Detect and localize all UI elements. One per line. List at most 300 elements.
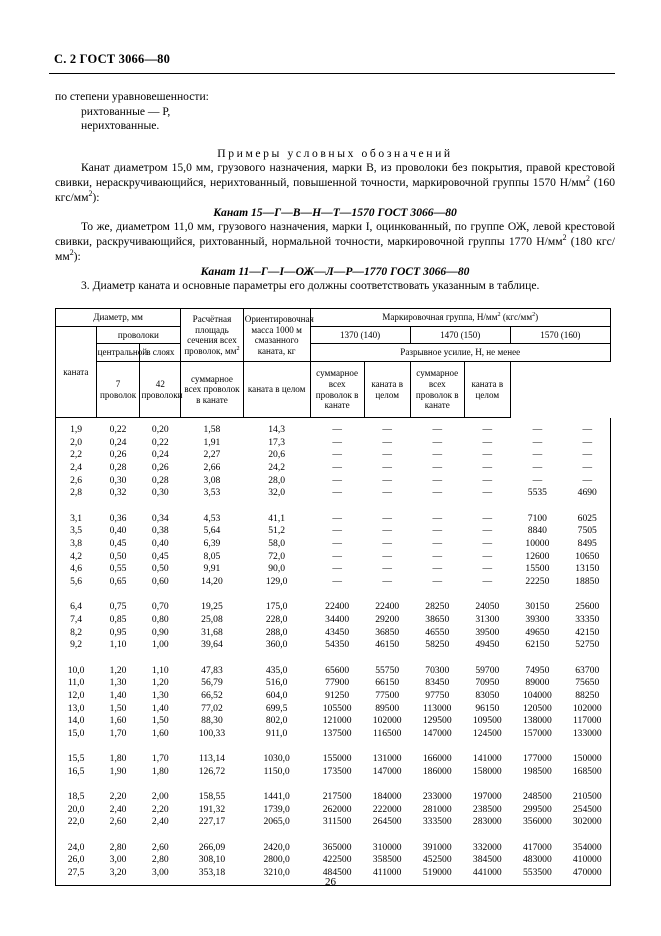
table-cell-f1470_rope: 384500 (472, 854, 502, 866)
table-row (56, 487, 611, 500)
table-cell-f1570_sum: 104000 (522, 689, 552, 701)
table-cell-f1470_rope: 31300 (475, 613, 500, 625)
table-cell-wire_in_layers: 1,60 (151, 727, 169, 739)
specification-table (55, 308, 611, 886)
table-cell-f1370_rope: 102000 (372, 715, 402, 727)
header-grade-1470: 1470 (150) (410, 326, 510, 344)
table-row (56, 791, 611, 804)
table-cell-wire_central: 0,65 (109, 575, 127, 587)
table-cell-f1570_rope: 150000 (565, 753, 611, 766)
header-marking-sup-2: 2 (532, 311, 536, 319)
table-cell-rope_diameter: 8,2 (56, 627, 97, 640)
table-row (56, 804, 611, 817)
table-cell-wire_central: 0,24 (109, 436, 127, 448)
table-row (56, 703, 611, 716)
table-cell-f1370_rope: — (382, 525, 392, 537)
table-cell-f1370_sum: 77900 (325, 677, 350, 689)
table-cell-mass: 604,0 (265, 689, 288, 701)
example-2-end: ): (73, 249, 81, 263)
table-cell-area: 25,08 (201, 613, 223, 625)
table-cell-area: 3,53 (203, 487, 221, 499)
table-cell-f1470_rope: 238500 (472, 803, 502, 815)
header-marking-end: ) (535, 312, 539, 323)
table-cell-f1470_sum: 97750 (425, 689, 450, 701)
table-cell-rope_diameter: 16,5 (56, 766, 97, 779)
table-cell-wire_in_layers: 0,34 (151, 512, 169, 524)
table-cell-f1570_sum: 553500 (510, 867, 564, 885)
table-cell-f1370_rope: 131000 (372, 753, 402, 765)
table-cell-mass: 175,0 (265, 601, 288, 613)
table-cell-area: 9,91 (203, 563, 221, 575)
table-cell-wire_central: 0,75 (109, 601, 127, 613)
table-cell-f1570_rope: 25600 (565, 601, 611, 614)
table-row (56, 551, 611, 564)
table-cell-mass: 28,0 (268, 474, 286, 486)
table-cell-f1370_sum: — (332, 474, 342, 486)
table-cell-wire_in_layers: 2,60 (151, 841, 169, 853)
table-cell-wire_in_layers: 0,26 (151, 462, 169, 474)
table-cell-f1370_rope: — (382, 462, 392, 474)
table-cell-f1370_rope: 264500 (372, 816, 402, 828)
table-cell-rope_diameter: 14,0 (56, 715, 97, 728)
table-cell-f1570_rope: — (565, 462, 611, 475)
table-cell-f1370_rope: 36850 (375, 626, 400, 638)
table-cell-f1470_rope: — (482, 449, 493, 461)
table-cell-rope_diameter: 7,4 (56, 614, 97, 627)
table-row (56, 449, 611, 462)
table-cell-f1570_rope: 13150 (565, 563, 611, 576)
table-cell-f1570_sum: 30150 (525, 601, 550, 613)
table-cell-wire_in_layers: 1,30 (151, 689, 169, 701)
table-cell-f1470_rope: — (482, 550, 493, 562)
table-cell-f1470_rope: 96150 (475, 702, 500, 714)
header-row-top (56, 309, 611, 327)
table-cell-f1470_sum: — (432, 436, 443, 448)
table-cell-f1570_sum: 62150 (525, 639, 550, 651)
table-cell-f1470_rope: — (482, 537, 493, 549)
table-cell-area: 353,18 (181, 867, 244, 885)
table-cell-f1570_sum: — (532, 474, 543, 486)
table-cell-f1570_sum: 8840 (527, 525, 547, 537)
header-marking-tail: (кгс/мм (500, 312, 533, 323)
table-cell-f1470_rope: 124500 (472, 727, 502, 739)
table-cell-f1370_sum: 65600 (325, 664, 350, 676)
table-group-spacer (56, 778, 611, 791)
table-row (56, 576, 611, 589)
table-cell-f1570_sum: 74950 (525, 664, 550, 676)
table-cell-f1570_sum: 248500 (522, 791, 552, 803)
header-grade-1570: 1570 (160) (510, 326, 610, 344)
header-1470-sum: суммарное всех проволок в канате (310, 362, 364, 418)
table-cell-wire_in_layers: 0,40 (151, 537, 169, 549)
table-cell-f1570_rope: 6025 (565, 513, 611, 526)
table-cell-f1470_rope: — (482, 563, 493, 575)
table-cell-area: 191,32 (198, 803, 226, 815)
table-cell-f1570_rope: 52750 (565, 639, 611, 652)
table-cell-f1470_rope: 283000 (472, 816, 502, 828)
table-cell-f1470_sum: 391000 (422, 841, 452, 853)
table-cell-rope_diameter: 15,5 (56, 753, 97, 766)
table-cell-f1470_sum: 281000 (422, 803, 452, 815)
header-area-sup: 2 (236, 344, 240, 352)
table-cell-f1470_rope: 49450 (475, 639, 500, 651)
table-cell-f1570_sum: 12600 (525, 550, 550, 562)
table-cell-f1370_sum: — (332, 525, 342, 537)
header-mass: Ориентировочная масса 1000 м смазанного каната, кг (243, 309, 310, 362)
table-cell-f1570_rope: — (565, 475, 611, 488)
table-cell-f1570_rope: 210500 (565, 791, 611, 804)
table-cell-wire_central: 3,00 (109, 854, 127, 866)
table-cell-area: 77,02 (201, 702, 223, 714)
table-cell-f1470_rope: — (482, 462, 493, 474)
table-cell-f1370_sum: — (332, 575, 342, 587)
table-cell-rope_diameter: 20,0 (56, 804, 97, 817)
table-cell-wire_in_layers: 0,45 (151, 550, 169, 562)
table-cell-f1370_rope: — (382, 575, 392, 587)
table-body (56, 418, 611, 886)
table-cell-f1370_rope: 66150 (375, 677, 400, 689)
example-paragraph-2 (55, 220, 615, 264)
table-cell-f1370_sum: — (332, 563, 342, 575)
table-cell-wire_central: 0,95 (109, 626, 127, 638)
table-cell-f1370_sum: 54350 (325, 639, 350, 651)
table-cell-f1370_sum: 22400 (325, 601, 350, 613)
table-cell-f1370_sum: 311500 (322, 816, 352, 828)
table-cell-f1470_sum: 519000 (410, 867, 464, 885)
table-cell-f1370_sum: 422500 (322, 854, 352, 866)
table-cell-f1570_sum: 157000 (522, 727, 552, 739)
table-cell-f1370_sum: 155000 (322, 753, 352, 765)
table-cell-f1570_rope: 254500 (565, 804, 611, 817)
table-cell-f1470_sum: 46550 (425, 626, 450, 638)
table-cell-wire_central: 1,70 (109, 727, 127, 739)
table-cell-f1470_rope: 197000 (472, 791, 502, 803)
table-cell-wire_central: 1,10 (109, 639, 127, 651)
table-cell-f1370_rope: — (382, 550, 392, 562)
table-cell-f1570_sum: 138000 (522, 715, 552, 727)
table-cell-area: 3,08 (203, 474, 221, 486)
table-cell-rope_diameter: 27,5 (56, 867, 97, 885)
table-row (56, 842, 611, 855)
table-cell-area: 66,52 (201, 689, 223, 701)
table-cell-f1470_rope: — (482, 474, 493, 486)
table-cell-wire_central: 1,30 (109, 677, 127, 689)
table-row (56, 601, 611, 614)
table-cell-mass: 14,3 (268, 424, 286, 436)
table-cell-f1570_rope: 8495 (565, 538, 611, 551)
table-cell-mass: 1441,0 (263, 791, 290, 803)
header-1570-sum: суммарное всех проволок в канате (410, 362, 464, 418)
table-cell-f1470_sum: — (432, 550, 443, 562)
table-cell-wire_in_layers: 2,80 (151, 854, 169, 866)
table-cell-f1570_rope: 18850 (565, 576, 611, 589)
table-cell-f1370_sum: — (332, 436, 342, 448)
table-cell-rope_diameter: 12,0 (56, 690, 97, 703)
table-cell-f1570_sum: 49650 (525, 626, 550, 638)
header-wire-central: центральной (96, 344, 140, 362)
example-1-tail: (160 кгс/мм (55, 175, 615, 204)
table-cell-mass: 1030,0 (263, 753, 290, 765)
table-cell-f1470_rope: — (482, 487, 493, 499)
table-cell-f1370_rope: 89500 (375, 702, 400, 714)
header-area-text: Расчётная площадь сечения всех проволок, мм (184, 313, 237, 356)
intro-line-3: нерихтованные. (81, 119, 160, 133)
example-2-sup-2: 2 (69, 247, 74, 257)
header-grade-1370: 1370 (140) (310, 326, 410, 344)
table-cell-rope_diameter: 9,2 (56, 639, 97, 652)
table-cell-f1370_rope: — (382, 487, 392, 499)
table-cell-mass: 90,0 (268, 563, 286, 575)
example-2-sup-1: 2 (562, 233, 567, 243)
table-cell-f1470_sum: 186000 (422, 765, 452, 777)
table-cell-wire_in_layers: 0,20 (151, 424, 169, 436)
table-cell-area: 56,79 (201, 677, 223, 689)
table-cell-wire_central: 1,20 (109, 664, 127, 676)
table-cell-rope_diameter: 4,2 (56, 551, 97, 564)
table-cell-f1470_rope: 24050 (475, 601, 500, 613)
table-row (56, 437, 611, 450)
table-cell-f1370_rope: 411000 (364, 867, 410, 885)
table-cell-wire_central: 1,40 (109, 689, 127, 701)
table-cell-f1570_sum: 120500 (522, 702, 552, 714)
table-cell-wire_central: 2,80 (109, 841, 127, 853)
table-row (56, 753, 611, 766)
table-cell-f1570_rope: 7505 (565, 525, 611, 538)
header-wire-in-layers: в слоях (140, 344, 181, 362)
table-cell-rope_diameter: 2,8 (56, 487, 97, 500)
table-cell-f1570_rope: 354000 (565, 842, 611, 855)
table-cell-f1470_sum: — (432, 462, 443, 474)
table-cell-f1470_sum: 333500 (422, 816, 452, 828)
table-cell-f1470_sum: 70300 (425, 664, 450, 676)
table-cell-area: 88,30 (201, 715, 223, 727)
table-cell-rope_diameter: 22,0 (56, 816, 97, 829)
table-cell-mass: 1739,0 (263, 803, 290, 815)
table-cell-f1470_rope: — (482, 424, 493, 436)
table-cell-f1370_rope: 358500 (372, 854, 402, 866)
table-cell-f1570_sum: 89000 (525, 677, 550, 689)
table-row (56, 563, 611, 576)
table-cell-wire_in_layers: 2,00 (151, 791, 169, 803)
header-diameter-group: Диаметр, мм (56, 309, 181, 327)
table-cell-mass: 24,2 (268, 462, 286, 474)
table-cell-mass: 58,0 (268, 537, 286, 549)
table-cell-mass: 129,0 (265, 575, 288, 587)
table-cell-wire_central: 0,55 (109, 563, 127, 575)
table-cell-f1370_sum: 121000 (322, 715, 352, 727)
table-cell-f1570_sum: — (532, 423, 543, 435)
table-cell-f1570_rope: 133000 (565, 728, 611, 741)
table-cell-wire_in_layers: 0,80 (151, 613, 169, 625)
example-paragraph-1 (55, 161, 615, 205)
example-1-sup-1: 2 (586, 174, 590, 184)
table-row (56, 728, 611, 741)
table-cell-f1370_sum: 365000 (322, 841, 352, 853)
table-cell-wire_in_layers: 1,70 (151, 753, 169, 765)
table-cell-area: 5,64 (203, 525, 221, 537)
table-row (56, 854, 611, 867)
table-cell-f1570_sum: 299500 (522, 803, 552, 815)
header-1370-sum: суммарное всех проволок в канате (181, 362, 244, 418)
table-cell-f1470_sum: — (432, 424, 443, 436)
table-cell-f1470_rope: 70950 (475, 677, 500, 689)
table-cell-wire_in_layers: 1,50 (151, 715, 169, 727)
table-cell-rope_diameter: 2,6 (56, 475, 97, 488)
table-cell-area: 8,05 (203, 550, 221, 562)
table-cell-f1570_rope: — (565, 449, 611, 462)
table-cell-f1370_rope: — (382, 424, 392, 436)
table-cell-area: 47,83 (201, 664, 223, 676)
designation-example-1: Канат 15—Г—В—Н—Т—1570 ГОСТ 3066—80 (213, 206, 457, 220)
table-cell-f1470_rope: 158000 (472, 765, 502, 777)
table-cell-f1370_rope: — (382, 563, 392, 575)
table-cell-wire_in_layers: 0,70 (151, 601, 169, 613)
table-cell-f1370_sum: 137500 (322, 727, 352, 739)
table-row (56, 614, 611, 627)
table-group-spacer (56, 829, 611, 842)
table-row (56, 816, 611, 829)
table-cell-wire_in_layers: 1,40 (151, 702, 169, 714)
table-cell-f1470_sum: 452500 (422, 854, 452, 866)
table-cell-rope_diameter: 18,5 (56, 791, 97, 804)
table-cell-wire_in_layers: 0,38 (151, 525, 169, 537)
table-cell-mass: 17,3 (268, 436, 286, 448)
table-cell-f1370_sum: 484500 (310, 867, 364, 885)
table-cell-f1370_sum: — (332, 487, 342, 499)
header-row-second (56, 326, 611, 344)
table-cell-rope_diameter: 13,0 (56, 703, 97, 716)
table-cell-mass: 1150,0 (263, 765, 290, 777)
table-cell-f1570_rope: 33350 (565, 614, 611, 627)
table-cell-f1470_rope: — (482, 512, 493, 524)
table-cell-mass: 699,5 (265, 702, 288, 714)
table-cell-mass: 51,2 (268, 525, 286, 537)
table-cell-f1470_sum: 38650 (425, 613, 450, 625)
table-cell-mass: 911,0 (266, 727, 288, 739)
table-cell-mass: 516,0 (265, 677, 288, 689)
table-cell-f1470_sum: 83450 (425, 677, 450, 689)
intro-section (55, 90, 615, 134)
table-cell-area: 126,72 (198, 765, 226, 777)
table-cell-f1570_rope: 117000 (565, 715, 611, 728)
table-cell-wire_in_layers: 1,00 (151, 639, 169, 651)
table-cell-f1370_rope: 310000 (372, 841, 402, 853)
table-group-spacer (56, 740, 611, 753)
header-rope-diameter: каната (56, 326, 97, 417)
table-cell-wire_central: 2,40 (109, 803, 127, 815)
table-cell-rope_diameter: 6,4 (56, 601, 97, 614)
table-cell-f1470_sum: — (432, 474, 443, 486)
table-cell-mass: 3210,0 (243, 867, 310, 885)
table-cell-f1470_sum: — (432, 449, 443, 461)
table-cell-f1470_rope: 441000 (464, 867, 510, 885)
table-cell-f1570_sum: — (532, 449, 543, 461)
table-row (56, 462, 611, 475)
table-cell-f1570_sum: — (532, 436, 543, 448)
table-cell-f1470_sum: 166000 (422, 753, 452, 765)
table-cell-rope_diameter: 3,5 (56, 525, 97, 538)
intro-line-1: по степени уравновешенности: (55, 90, 209, 103)
table-cell-f1470_sum: 58250 (425, 639, 450, 651)
header-wire-group: проволоки (96, 326, 180, 344)
table-row (56, 639, 611, 652)
table-cell-f1370_rope: 77500 (375, 689, 400, 701)
table-cell-rope_diameter: 2,4 (56, 462, 97, 475)
table-cell-wire_central: 0,28 (109, 462, 127, 474)
table-cell-f1470_sum: — (432, 487, 443, 499)
table-cell-f1470_rope: 332000 (472, 841, 502, 853)
table-cell-wire_in_layers: 0,50 (151, 563, 169, 575)
table-group-spacer (56, 589, 611, 602)
table-cell-f1470_rope: 109500 (472, 715, 502, 727)
table-cell-rope_diameter: 10,0 (56, 665, 97, 678)
table-cell-wire_central: 3,20 (96, 867, 140, 885)
table-row (56, 475, 611, 488)
table-cell-mass: 802,0 (265, 715, 288, 727)
table-cell-wire_central: 0,45 (109, 537, 127, 549)
table-cell-wire_in_layers: 1,20 (151, 677, 169, 689)
page-header: С. 2 ГОСТ 3066—80 (54, 52, 171, 66)
table-cell-f1570_sum: 7100 (527, 512, 547, 524)
table-row (56, 513, 611, 526)
table-cell-f1570_rope: 410000 (565, 854, 611, 867)
table-cell-wire_in_layers: 0,60 (151, 575, 169, 587)
table-cell-mass: 288,0 (265, 626, 288, 638)
header-row-third (56, 344, 611, 362)
table-cell-f1570_rope: — (565, 418, 611, 437)
table-cell-f1370_sum: — (332, 512, 342, 524)
header-breaking-force: Разрывное усилие, Н, не менее (310, 344, 610, 362)
table-row (56, 418, 611, 437)
table-cell-f1470_rope: 141000 (472, 753, 502, 765)
table-cell-wire_central: 2,60 (109, 816, 127, 828)
table-group-spacer (56, 500, 611, 513)
table-cell-f1470_rope: 39500 (475, 626, 500, 638)
table-cell-wire_in_layers: 0,24 (151, 449, 169, 461)
table-cell-f1570_sum: — (532, 462, 543, 474)
table-cell-area: 227,17 (198, 816, 226, 828)
intro-line-2: рихтованные — Р, (81, 104, 171, 118)
table-cell-f1570_sum: 483000 (522, 854, 552, 866)
table-cell-wire_central: 0,22 (109, 424, 127, 436)
table-cell-f1370_rope: 46150 (375, 639, 400, 651)
table-cell-mass: 2420,0 (263, 841, 290, 853)
clause-3-paragraph: 3. Диаметр каната и основные параметры его должны соответствовать указанным в таблице. (81, 279, 540, 293)
table-cell-f1370_sum: — (332, 537, 342, 549)
table-cell-rope_diameter: 2,2 (56, 449, 97, 462)
table-cell-f1570_sum: 22250 (525, 575, 550, 587)
table-cell-area: 19,25 (201, 601, 223, 613)
table-cell-f1370_rope: 116500 (372, 727, 402, 739)
table-cell-f1470_sum: — (432, 575, 443, 587)
table-cell-rope_diameter: 2,0 (56, 437, 97, 450)
table-cell-f1470_rope: — (482, 525, 493, 537)
table-cell-f1370_sum: 217500 (322, 791, 352, 803)
table-cell-f1570_sum: 10000 (525, 537, 550, 549)
table-cell-f1370_sum: 262000 (322, 803, 352, 815)
header-1570-rope: каната в целом (464, 362, 510, 418)
table-cell-rope_diameter: 3,1 (56, 513, 97, 526)
examples-heading: Примеры условных обозначений (217, 147, 453, 161)
table-cell-rope_diameter: 4,6 (56, 563, 97, 576)
example-2-tail: (180 кгс/мм (55, 235, 615, 263)
table-cell-f1470_sum: 113000 (423, 702, 452, 714)
table-cell-f1470_sum: — (432, 512, 443, 524)
table-cell-f1470_sum: — (432, 563, 443, 575)
table-cell-wire_in_layers: 0,90 (151, 626, 169, 638)
table-cell-f1570_sum: 15500 (525, 563, 550, 575)
header-wires-42: 42 проволоки (140, 362, 181, 418)
